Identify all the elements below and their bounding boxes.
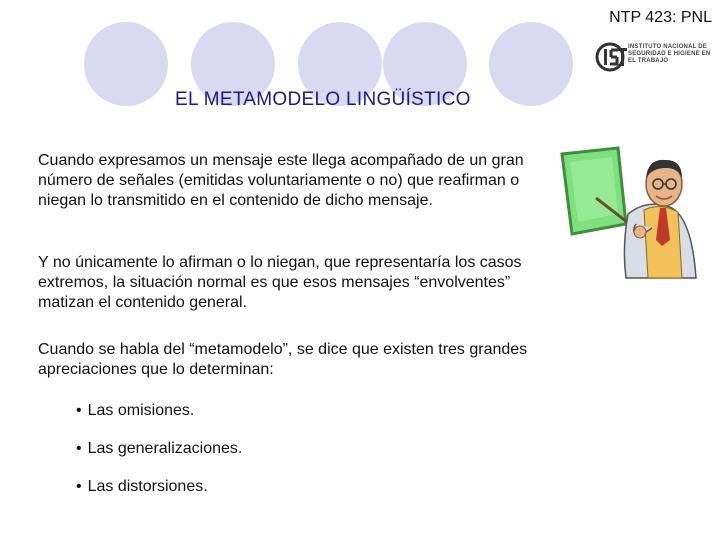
list-item-text: Las generalizaciones. — [87, 440, 243, 457]
paragraph-2: Y no únicamente lo afirman o lo niegan, que representaría los casos extremos, la situación normal es que esos mensajes “envolventes” matizan el contenido general. — [38, 254, 522, 311]
presenter-with-chalkboard-icon — [556, 128, 702, 280]
list-item-text: Las omisiones. — [87, 402, 195, 419]
paragraph-1: Cuando expresamos un mensaje este llega acompañado de un gran número de señales (emitidas voluntariamente o no) que reafirman o niegan lo transmitido en el contenido de dicho mensaje. — [38, 152, 524, 209]
bullet-dot: • — [76, 440, 82, 457]
list-item — [76, 439, 242, 459]
institute-logo — [594, 40, 714, 74]
decor-circle-5 — [489, 22, 573, 106]
list-item — [76, 477, 242, 497]
header-label: NTP 423: PNL — [609, 9, 712, 26]
bullet-dot: • — [76, 478, 82, 495]
bullet-dot: • — [76, 402, 82, 419]
list-item — [76, 401, 242, 421]
decor-circle-1 — [84, 22, 168, 106]
logo-text: INSTITUTO NACIONAL DE SEGURIDAD E HIGIENE EN EL TRABAJO — [628, 44, 711, 64]
slide-title: EL METAMODELO LINGÜÍSTICO — [175, 89, 471, 110]
institute-logo-icon — [594, 40, 628, 74]
bullet-list — [76, 401, 242, 515]
paragraph-3: Cuando se habla del “metamodelo”, se dice que existen tres grandes apreciaciones que lo determinan: — [38, 341, 528, 378]
list-item-text: Las distorsiones. — [87, 478, 208, 495]
